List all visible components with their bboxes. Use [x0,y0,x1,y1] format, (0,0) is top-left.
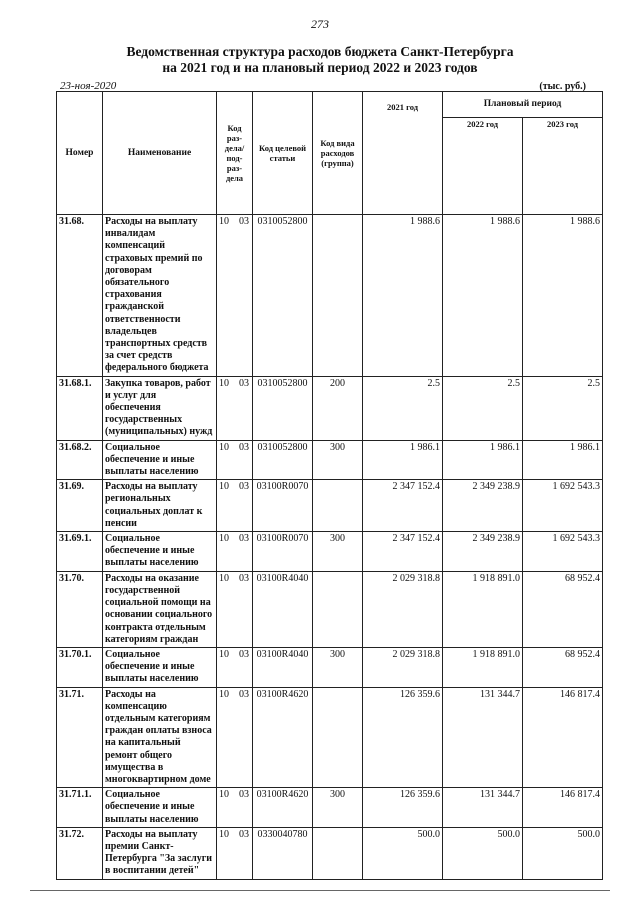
row-amount-2022: 131 344.7 [443,687,523,788]
row-section-code [217,571,253,647]
table-row [57,788,603,828]
row-number: 31.68.1. [57,376,103,440]
subsection-code: 03 [239,441,249,453]
table-row [57,687,603,788]
row-amount-2021: 1 986.1 [363,440,443,480]
row-section-code [217,827,253,879]
row-name: Социальное обеспечение и иные выплаты населению [103,647,217,687]
subsection-code: 03 [239,533,249,545]
row-number: 31.69. [57,480,103,532]
row-amount-2022: 2 349 238.9 [443,480,523,532]
row-amount-2023: 1 988.6 [523,215,603,377]
row-target-code: 03100R0070 [253,532,313,572]
row-target-code: 03100R4620 [253,687,313,788]
subsection-code: 03 [239,648,249,660]
row-name: Расходы на выплату премии Санкт-Петербурга "За заслуги в воспитании детей" [103,827,217,879]
row-target-code: 03100R4040 [253,647,313,687]
row-amount-2022: 1 918 891.0 [443,647,523,687]
row-target-code: 0310052800 [253,215,313,377]
section-code: 10 [219,789,229,801]
row-amount-2023: 68 952.4 [523,571,603,647]
row-expense-type: 300 [313,788,363,828]
row-name: Закупка товаров, работ и услуг для обеспечения государственных (муниципальных) нужд [103,376,217,440]
row-expense-type: 200 [313,376,363,440]
row-section-code [217,687,253,788]
row-expense-type [313,215,363,377]
header-2023: 2023 год [523,118,603,215]
row-amount-2022: 1 988.6 [443,215,523,377]
header-expense-type: Код вида расходов (группа) [313,92,363,215]
table-row [57,647,603,687]
row-number: 31.68.2. [57,440,103,480]
table-row [57,440,603,480]
section-code: 10 [219,648,229,660]
row-expense-type: 300 [313,440,363,480]
units-label: (тыс. руб.) [539,81,586,92]
subsection-code: 03 [239,481,249,493]
row-name: Расходы на выплату инвалидам компенсаций страховых премий по договорам обязательного страхования гражданской ответственности владельцев транспортных средств за счет средств федерального бюджета [103,215,217,377]
row-name: Расходы на оказание государственной социальной помощи на основании социального контракта отдельным категориям граждан [103,571,217,647]
section-code: 10 [219,533,229,545]
row-amount-2021: 2 347 152.4 [363,480,443,532]
subsection-code: 03 [239,216,249,227]
header-name: Наименование [103,92,217,215]
row-amount-2022: 500.0 [443,827,523,879]
row-amount-2023: 1 692 543.3 [523,532,603,572]
row-number: 31.71.1. [57,788,103,828]
row-number: 31.69.1. [57,532,103,572]
document-title [0,44,640,76]
row-section-code [217,647,253,687]
row-name: Социальное обеспечение и иные выплаты населению [103,440,217,480]
row-name: Расходы на выплату региональных социальных доплат к пенсии [103,480,217,532]
row-section-code [217,532,253,572]
row-amount-2021: 126 359.6 [363,788,443,828]
row-amount-2022: 1 918 891.0 [443,571,523,647]
subsection-code: 03 [239,377,249,389]
subsection-code: 03 [239,688,249,700]
section-code: 10 [219,441,229,453]
row-name: Социальное обеспечение и иные выплаты населению [103,532,217,572]
row-number: 31.70. [57,571,103,647]
row-number: 31.70.1. [57,647,103,687]
footer-divider [30,890,610,891]
row-amount-2021: 2 029 318.8 [363,647,443,687]
row-expense-type [313,687,363,788]
header-target: Код целевой статьи [253,92,313,215]
row-amount-2023: 146 817.4 [523,687,603,788]
section-code: 10 [219,572,229,584]
budget-table [56,91,603,880]
row-target-code: 03100R4620 [253,788,313,828]
section-code: 10 [219,216,229,227]
table-row [57,532,603,572]
row-amount-2022: 2.5 [443,376,523,440]
header-2021: 2021 год [363,92,443,215]
row-expense-type [313,571,363,647]
row-expense-type: 300 [313,532,363,572]
header-section: Код раз- дела/ под- раз- дела [217,92,253,215]
title-line-2: на 2021 год и на плановый период 2022 и 2023 годов [162,60,478,75]
header-2022: 2022 год [443,118,523,215]
subsection-code: 03 [239,789,249,801]
row-amount-2021: 2 029 318.8 [363,571,443,647]
row-section-code [217,215,253,377]
table-row [57,827,603,879]
row-name: Социальное обеспечение и иные выплаты населению [103,788,217,828]
header-number: Номер [57,92,103,215]
row-amount-2023: 1 986.1 [523,440,603,480]
row-amount-2022: 2 349 238.9 [443,532,523,572]
row-amount-2023: 68 952.4 [523,647,603,687]
header-planned-period: Плановый период [443,92,603,118]
title-line-1: Ведомственная структура расходов бюджета Санкт-Петербурга [126,44,514,59]
subsection-code: 03 [239,828,249,840]
row-amount-2023: 500.0 [523,827,603,879]
row-amount-2022: 1 986.1 [443,440,523,480]
row-target-code: 03100R0070 [253,480,313,532]
row-number: 31.68. [57,215,103,377]
document-date: 23-ноя-2020 [60,80,117,92]
section-code: 10 [219,481,229,493]
row-amount-2023: 146 817.4 [523,788,603,828]
row-amount-2023: 1 692 543.3 [523,480,603,532]
subsection-code: 03 [239,572,249,584]
table-row [57,215,603,377]
table-row [57,571,603,647]
row-target-code: 0310052800 [253,440,313,480]
row-expense-type [313,827,363,879]
table-row [57,376,603,440]
row-expense-type: 300 [313,647,363,687]
row-amount-2022: 131 344.7 [443,788,523,828]
row-section-code [217,788,253,828]
row-amount-2021: 2 347 152.4 [363,532,443,572]
section-code: 10 [219,688,229,700]
row-target-code: 0310052800 [253,376,313,440]
row-target-code: 0330040780 [253,827,313,879]
section-code: 10 [219,828,229,840]
row-expense-type [313,480,363,532]
row-amount-2021: 500.0 [363,827,443,879]
table-row [57,480,603,532]
section-code: 10 [219,377,229,389]
row-number: 31.72. [57,827,103,879]
page-number: 273 [311,17,329,31]
row-amount-2023: 2.5 [523,376,603,440]
row-target-code: 03100R4040 [253,571,313,647]
row-section-code [217,440,253,480]
row-section-code [217,376,253,440]
row-amount-2021: 126 359.6 [363,687,443,788]
row-section-code [217,480,253,532]
row-amount-2021: 2.5 [363,376,443,440]
row-amount-2021: 1 988.6 [363,215,443,377]
row-name: Расходы на компенсацию отдельным категориям граждан оплаты взноса на капитальный ремонт общего имущества в многоквартирном доме [103,687,217,788]
row-number: 31.71. [57,687,103,788]
